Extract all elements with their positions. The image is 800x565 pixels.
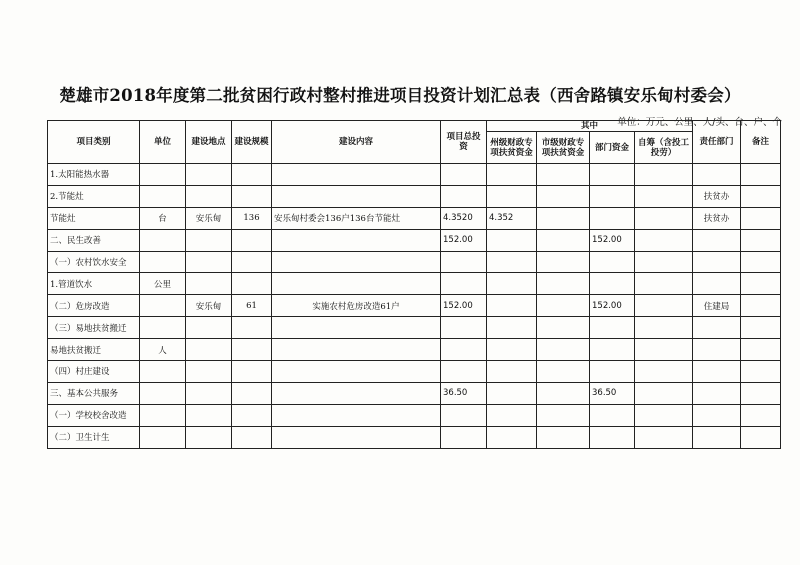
- cell-scale: [232, 164, 272, 186]
- cell-self-raised: [635, 273, 693, 295]
- cell-unit: 公里: [140, 273, 186, 295]
- cell-city-fund: [537, 295, 590, 317]
- cell-location: [186, 339, 232, 361]
- cell-project-type: （一）学校校舍改造: [48, 404, 140, 426]
- cell-location: [186, 251, 232, 273]
- cell-total-investment: 152.00: [441, 295, 487, 317]
- cell-dept-fund: [590, 404, 635, 426]
- cell-remarks: [741, 295, 781, 317]
- header-unit: 单位: [140, 121, 186, 164]
- cell-remarks: [741, 185, 781, 207]
- header-remarks: 备注: [741, 121, 781, 164]
- cell-city-fund: [537, 207, 590, 229]
- cell-scale: [232, 273, 272, 295]
- cell-prefecture-fund: [487, 426, 537, 448]
- cell-prefecture-fund: [487, 382, 537, 404]
- cell-self-raised: [635, 361, 693, 383]
- cell-total-investment: [441, 404, 487, 426]
- cell-prefecture-fund: [487, 361, 537, 383]
- cell-remarks: [741, 273, 781, 295]
- cell-remarks: [741, 404, 781, 426]
- cell-remarks: [741, 317, 781, 339]
- table-row: [48, 317, 781, 339]
- cell-remarks: [741, 164, 781, 186]
- cell-self-raised: [635, 251, 693, 273]
- cell-scale: [232, 185, 272, 207]
- cell-location: [186, 404, 232, 426]
- document-title: 楚雄市2018年度第二批贫困行政村整村推进项目投资计划汇总表（西舍路镇安乐甸村委会）: [59, 86, 741, 105]
- cell-prefecture-fund: [487, 185, 537, 207]
- cell-remarks: [741, 229, 781, 251]
- investment-plan-table: [47, 120, 781, 449]
- cell-responsible-dept: 住建局: [693, 295, 741, 317]
- cell-remarks: [741, 361, 781, 383]
- cell-total-investment: [441, 426, 487, 448]
- cell-content: [272, 185, 441, 207]
- cell-self-raised: [635, 339, 693, 361]
- cell-project-type: （二）危房改造: [48, 295, 140, 317]
- cell-prefecture-fund: [487, 295, 537, 317]
- cell-responsible-dept: [693, 382, 741, 404]
- cell-content: 实施农村危房改造61户: [272, 295, 441, 317]
- table-row: [48, 339, 781, 361]
- cell-dept-fund: 36.50: [590, 382, 635, 404]
- cell-responsible-dept: 扶贫办: [693, 207, 741, 229]
- cell-unit: [140, 361, 186, 383]
- cell-scale: [232, 382, 272, 404]
- cell-total-investment: [441, 339, 487, 361]
- cell-prefecture-fund: 4.352: [487, 207, 537, 229]
- cell-total-investment: 36.50: [441, 382, 487, 404]
- header-scale: 建设规模: [232, 121, 272, 164]
- cell-project-type: （一）农村饮水安全: [48, 251, 140, 273]
- cell-responsible-dept: [693, 404, 741, 426]
- cell-content: [272, 339, 441, 361]
- cell-dept-fund: 152.00: [590, 229, 635, 251]
- cell-total-investment: 152.00: [441, 229, 487, 251]
- cell-dept-fund: [590, 251, 635, 273]
- header-location: 建设地点: [186, 121, 232, 164]
- cell-scale: [232, 339, 272, 361]
- cell-self-raised: [635, 185, 693, 207]
- cell-project-type: 1.太阳能热水器: [48, 164, 140, 186]
- cell-responsible-dept: [693, 229, 741, 251]
- cell-unit: [140, 251, 186, 273]
- cell-self-raised: [635, 207, 693, 229]
- cell-project-type: （三）易地扶贫搬迁: [48, 317, 140, 339]
- cell-content: 安乐甸村委会136户136台节能灶: [272, 207, 441, 229]
- cell-total-investment: [441, 251, 487, 273]
- cell-city-fund: [537, 229, 590, 251]
- header-dept-fund: 部门资金: [590, 132, 635, 164]
- cell-responsible-dept: [693, 426, 741, 448]
- cell-project-type: 节能灶: [48, 207, 140, 229]
- cell-scale: [232, 426, 272, 448]
- cell-content: [272, 273, 441, 295]
- cell-scale: [232, 229, 272, 251]
- cell-prefecture-fund: [487, 339, 537, 361]
- cell-content: [272, 251, 441, 273]
- cell-self-raised: [635, 164, 693, 186]
- cell-location: 安乐甸: [186, 295, 232, 317]
- table-row: [48, 229, 781, 251]
- cell-prefecture-fund: [487, 317, 537, 339]
- cell-responsible-dept: 扶贫办: [693, 185, 741, 207]
- cell-city-fund: [537, 339, 590, 361]
- cell-city-fund: [537, 273, 590, 295]
- cell-total-investment: [441, 317, 487, 339]
- cell-content: [272, 229, 441, 251]
- cell-total-investment: 4.3520: [441, 207, 487, 229]
- cell-scale: [232, 251, 272, 273]
- cell-unit: [140, 317, 186, 339]
- cell-project-type: 易地扶贫搬迁: [48, 339, 140, 361]
- cell-prefecture-fund: [487, 164, 537, 186]
- cell-remarks: [741, 382, 781, 404]
- header-total-investment: 项目总投资: [441, 121, 487, 164]
- cell-total-investment: [441, 273, 487, 295]
- header-of-which: 其中: [487, 121, 693, 132]
- cell-city-fund: [537, 185, 590, 207]
- table-row: [48, 207, 781, 229]
- cell-remarks: [741, 339, 781, 361]
- cell-project-type: 1.管道饮水: [48, 273, 140, 295]
- cell-self-raised: [635, 382, 693, 404]
- cell-scale: [232, 361, 272, 383]
- cell-dept-fund: [590, 273, 635, 295]
- table-row: [48, 382, 781, 404]
- cell-prefecture-fund: [487, 251, 537, 273]
- table-row: [48, 251, 781, 273]
- cell-content: [272, 317, 441, 339]
- header-self-raised: 自筹（含投工投劳）: [635, 132, 693, 164]
- cell-scale: [232, 317, 272, 339]
- cell-remarks: [741, 251, 781, 273]
- cell-content: [272, 382, 441, 404]
- cell-location: [186, 164, 232, 186]
- cell-content: [272, 426, 441, 448]
- cell-city-fund: [537, 164, 590, 186]
- unit-note: 单位：万元、公里、人/头、台、户、个: [617, 117, 782, 128]
- cell-scale: 136: [232, 207, 272, 229]
- cell-self-raised: [635, 317, 693, 339]
- cell-city-fund: [537, 426, 590, 448]
- cell-prefecture-fund: [487, 229, 537, 251]
- cell-unit: [140, 404, 186, 426]
- cell-self-raised: [635, 295, 693, 317]
- cell-remarks: [741, 207, 781, 229]
- cell-unit: [140, 229, 186, 251]
- cell-total-investment: [441, 185, 487, 207]
- cell-responsible-dept: [693, 361, 741, 383]
- cell-dept-fund: [590, 361, 635, 383]
- cell-unit: [140, 426, 186, 448]
- cell-scale: [232, 404, 272, 426]
- cell-city-fund: [537, 317, 590, 339]
- cell-unit: [140, 185, 186, 207]
- cell-dept-fund: 152.00: [590, 295, 635, 317]
- cell-prefecture-fund: [487, 273, 537, 295]
- cell-content: [272, 164, 441, 186]
- cell-responsible-dept: [693, 164, 741, 186]
- cell-dept-fund: [590, 164, 635, 186]
- cell-content: [272, 361, 441, 383]
- cell-prefecture-fund: [487, 404, 537, 426]
- table-row: [48, 361, 781, 383]
- header-content: 建设内容: [272, 121, 441, 164]
- cell-project-type: 二、民生改善: [48, 229, 140, 251]
- cell-unit: [140, 164, 186, 186]
- cell-location: [186, 229, 232, 251]
- cell-city-fund: [537, 251, 590, 273]
- cell-responsible-dept: [693, 317, 741, 339]
- cell-content: [272, 404, 441, 426]
- table-row: [48, 273, 781, 295]
- header-responsible-dept: 责任部门: [693, 121, 741, 164]
- cell-project-type: 2.节能灶: [48, 185, 140, 207]
- cell-total-investment: [441, 164, 487, 186]
- cell-city-fund: [537, 361, 590, 383]
- cell-self-raised: [635, 404, 693, 426]
- cell-location: [186, 273, 232, 295]
- cell-city-fund: [537, 404, 590, 426]
- table-row: [48, 185, 781, 207]
- table-row: [48, 164, 781, 186]
- cell-unit: 人: [140, 339, 186, 361]
- cell-unit: [140, 295, 186, 317]
- cell-location: 安乐甸: [186, 207, 232, 229]
- cell-location: [186, 317, 232, 339]
- cell-location: [186, 382, 232, 404]
- cell-dept-fund: [590, 207, 635, 229]
- cell-remarks: [741, 426, 781, 448]
- cell-city-fund: [537, 382, 590, 404]
- table-row: [48, 295, 781, 317]
- table-row: [48, 426, 781, 448]
- cell-dept-fund: [590, 426, 635, 448]
- header-project-type: 项目类别: [48, 121, 140, 164]
- cell-self-raised: [635, 426, 693, 448]
- cell-location: [186, 426, 232, 448]
- cell-self-raised: [635, 229, 693, 251]
- cell-responsible-dept: [693, 273, 741, 295]
- table-body: [48, 164, 781, 449]
- cell-unit: [140, 382, 186, 404]
- cell-project-type: （四）村庄建设: [48, 361, 140, 383]
- cell-project-type: （二）卫生计生: [48, 426, 140, 448]
- cell-dept-fund: [590, 339, 635, 361]
- cell-dept-fund: [590, 185, 635, 207]
- cell-responsible-dept: [693, 251, 741, 273]
- cell-scale: 61: [232, 295, 272, 317]
- cell-project-type: 三、基本公共服务: [48, 382, 140, 404]
- cell-responsible-dept: [693, 339, 741, 361]
- cell-unit: 台: [140, 207, 186, 229]
- cell-location: [186, 361, 232, 383]
- header-prefecture-fund: 州级财政专项扶贫资金: [487, 132, 537, 164]
- cell-dept-fund: [590, 317, 635, 339]
- table-row: [48, 404, 781, 426]
- header-city-fund: 市级财政专项扶贫资金: [537, 132, 590, 164]
- cell-location: [186, 185, 232, 207]
- cell-total-investment: [441, 361, 487, 383]
